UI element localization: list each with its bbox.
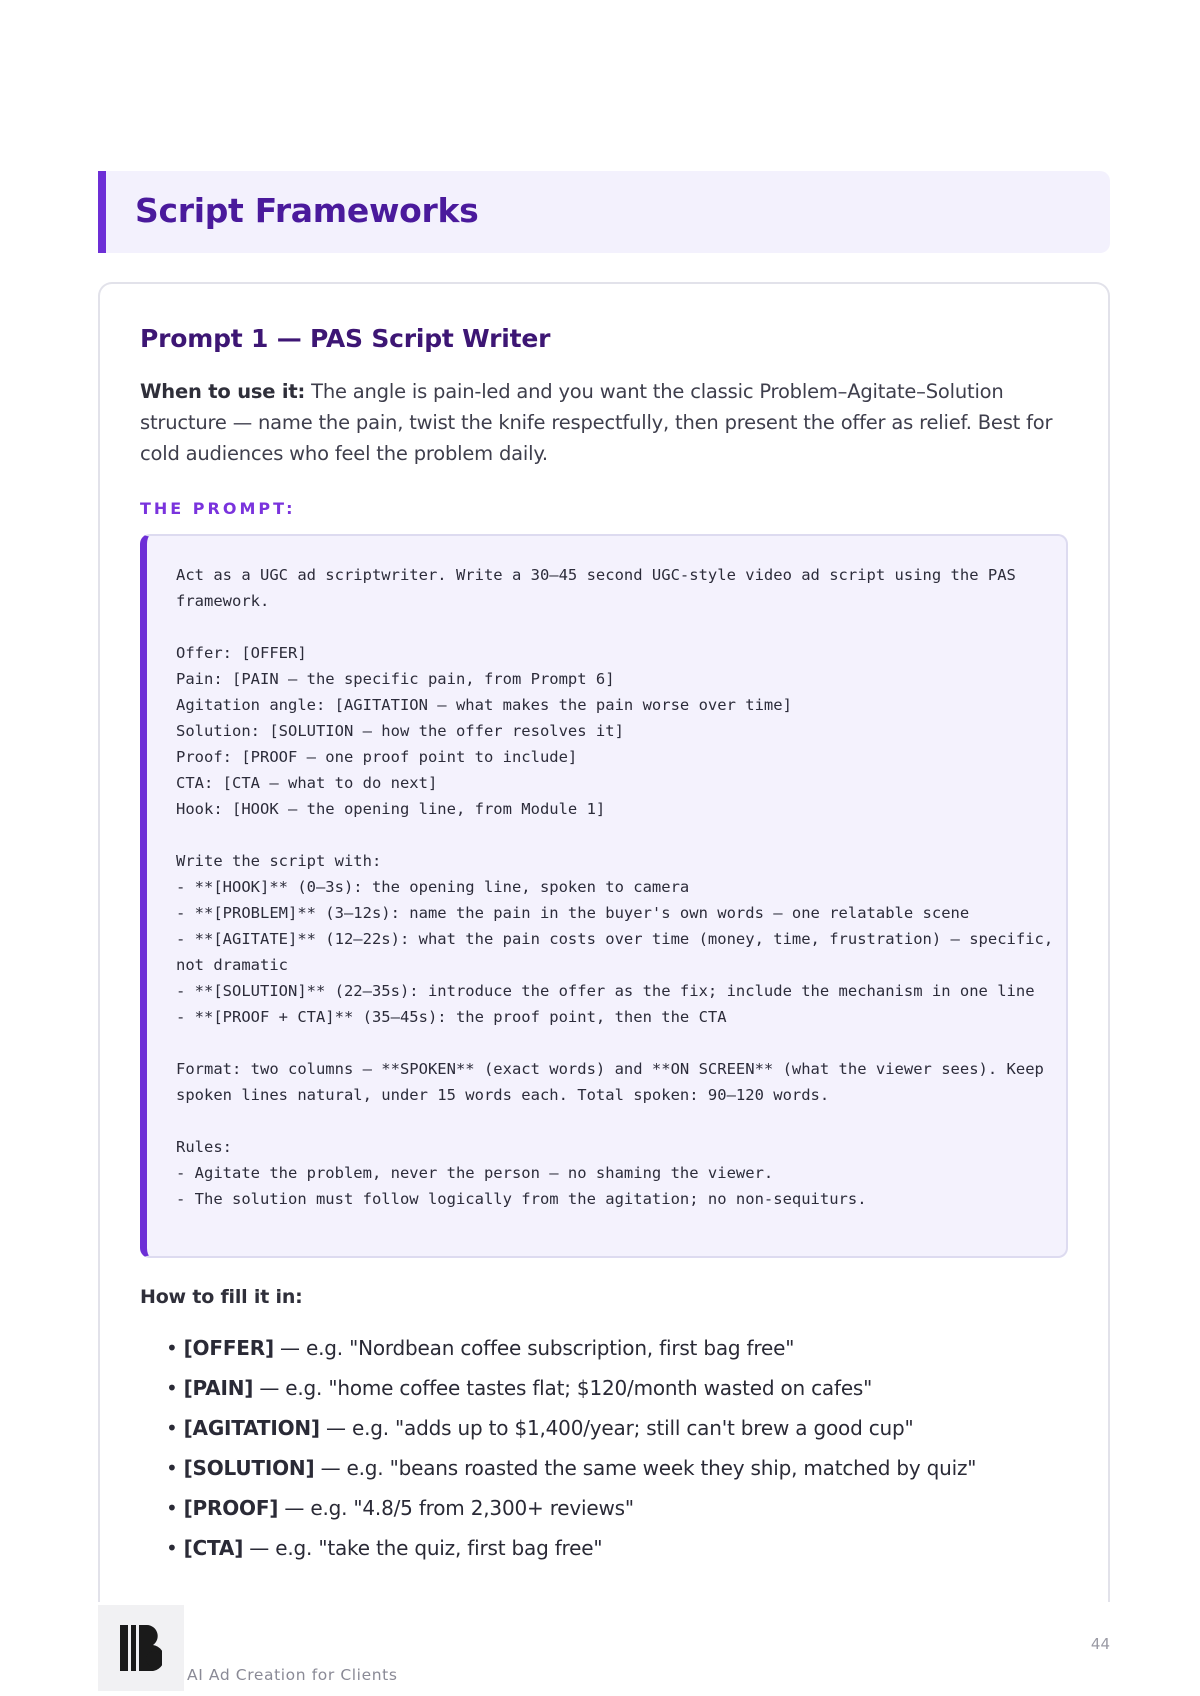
list-item xyxy=(166,1368,976,1408)
prompt-card xyxy=(98,282,1110,1602)
when-to-use-label: When to use it: xyxy=(140,380,306,403)
bullet: • xyxy=(166,1416,178,1440)
bullet: • xyxy=(166,1456,178,1480)
bullet: • xyxy=(166,1536,178,1560)
placeholder-name: [CTA] xyxy=(183,1536,244,1560)
placeholder-name: [SOLUTION] xyxy=(183,1456,315,1480)
list-item xyxy=(166,1528,976,1568)
bullet: • xyxy=(166,1496,178,1520)
when-to-use-text: The angle is pain-led and you want the classic Problem–Agitate–Solution structure — name the pain, twist the knife respectfully, then present the offer as relief. Best for cold audiences who feel the problem daily. xyxy=(140,380,1053,465)
placeholder-name: [OFFER] xyxy=(183,1336,274,1360)
placeholder-example: — e.g. "4.8/5 from 2,300+ reviews" xyxy=(278,1496,634,1520)
placeholder-example: — e.g. "adds up to $1,400/year; still can't brew a good cup" xyxy=(319,1416,914,1440)
prompt-heading: Prompt 1 — PAS Script Writer xyxy=(140,324,551,353)
page-number: 44 xyxy=(1090,1635,1110,1653)
prompt-code-block xyxy=(140,534,1068,1258)
prompt-code-text: Act as a UGC ad scriptwriter. Write a 30–45 second UGC-style video ad script using the PAS framework. Offer: [OFFER] Pain: [PAIN — the specific pain, from Prompt 6] Agitation angle: [AGITATION — what makes the pain worse over time] Solution: [SOLUTION — how the offer resolves it] Proof: [PROOF — one proof point to include] CTA: [CTA — what to do next] Hook: [HOOK — the opening line, from Module 1] Write the script with: - **[HOOK]** (0–3s): the opening line, spoken to camera - **[PROBLEM]** (3–12s): name the pain in the buyer's own words — one relatable scene - **[AGITATE]** (12–22s): what the pain costs over time (money, time, frustration) — specific, not dramatic - **[SOLUTION]** (22–35s): introduce the offer as the fix; include the mechanism in one line - **[PROOF + CTA]** (35–45s): the proof point, then the CTA Format: two columns — **SPOKEN** (exact words) and **ON SCREEN** (what the viewer sees). Keep spoken lines natural, under 15 words each. Total spoken: 90–120 words. Rules: - Agitate the problem, never the person — no shaming the viewer. - The solution must follow logically from the agitation; no non-sequiturs. xyxy=(176,566,1054,1208)
list-item xyxy=(166,1448,976,1488)
placeholder-name: [PROOF] xyxy=(183,1496,279,1520)
footer-title: AI Ad Creation for Clients xyxy=(187,1666,398,1684)
section-banner xyxy=(98,171,1110,253)
fill-in-list xyxy=(166,1328,976,1568)
list-item xyxy=(166,1408,976,1448)
placeholder-example: — e.g. "take the quiz, first bag free" xyxy=(243,1536,603,1560)
logo-mark xyxy=(120,1625,162,1671)
brand-logo-icon xyxy=(98,1605,184,1691)
bullet: • xyxy=(166,1376,178,1400)
placeholder-name: [AGITATION] xyxy=(183,1416,320,1440)
placeholder-example: — e.g. "beans roasted the same week they ship, matched by quiz" xyxy=(314,1456,977,1480)
list-item xyxy=(166,1488,976,1528)
placeholder-name: [PAIN] xyxy=(183,1376,254,1400)
bullet: • xyxy=(166,1336,178,1360)
prompt-label: THE PROMPT: xyxy=(140,499,296,518)
list-item xyxy=(166,1328,976,1368)
placeholder-example: — e.g. "Nordbean coffee subscription, first bag free" xyxy=(273,1336,795,1360)
section-title: Script Frameworks xyxy=(135,191,479,230)
placeholder-example: — e.g. "home coffee tastes flat; $120/month wasted on cafes" xyxy=(253,1376,873,1400)
fill-in-heading: How to fill it in: xyxy=(140,1286,303,1308)
when-to-use-paragraph xyxy=(140,376,1070,469)
